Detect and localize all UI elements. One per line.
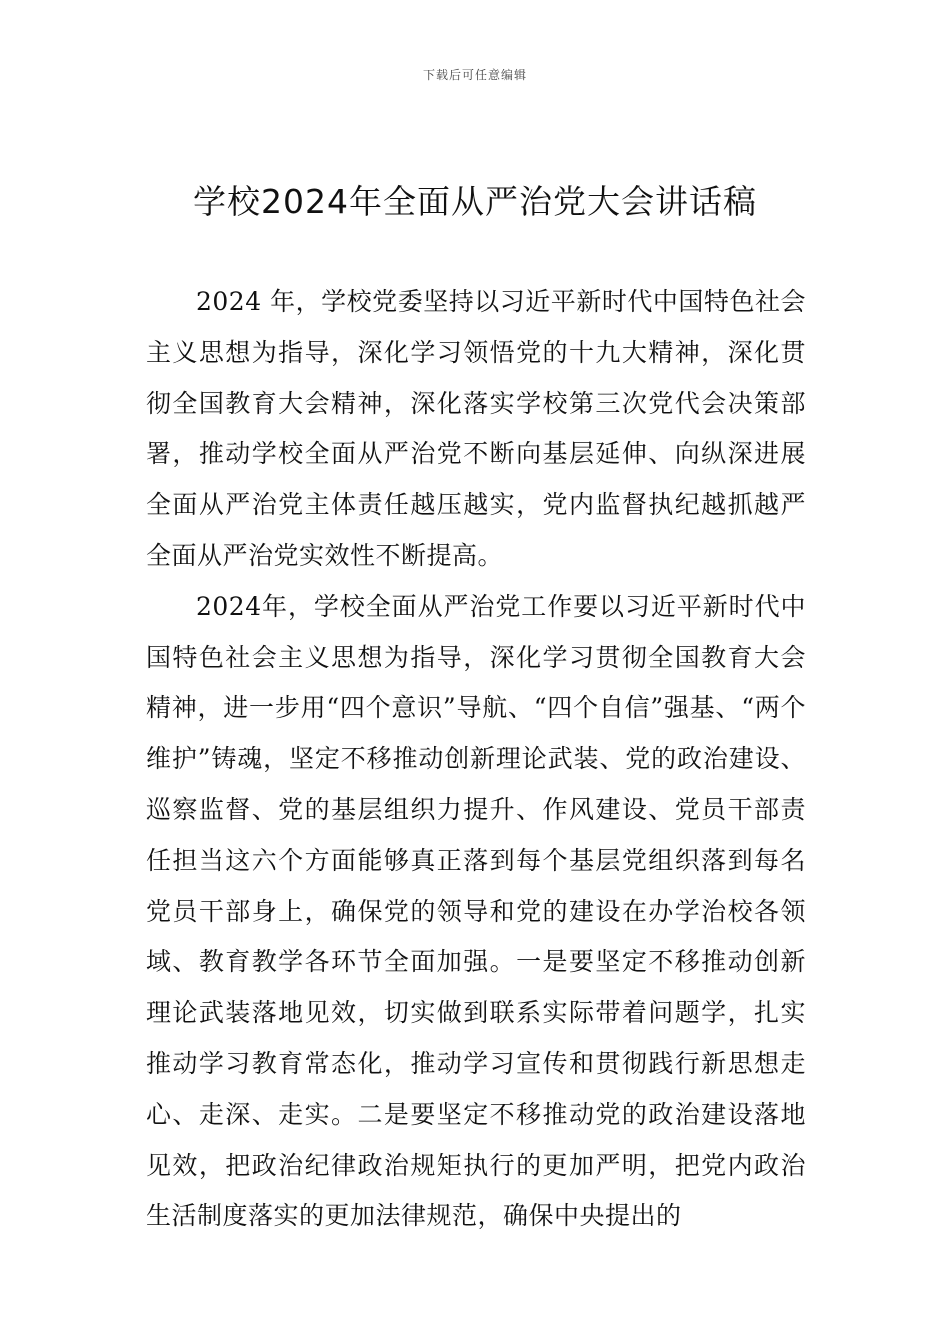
paragraph: 2024 年，学校党委坚持以习近平新时代中国特色社会主义思想为指导，深化学习领悟党的十九大精神，深化贯彻全国教育大会精神，深化落实学校第三次党代会决策部署，推动学校全面从严治党不断向基层延伸、向纵深进展全面从严治党主体责任越压越实，党内监督执纪越抓越严全面从严治党实效性不断提高。 bbox=[146, 287, 806, 570]
paragraph: 2024年，学校全面从严治党工作要以习近平新时代中国特色社会主义思想为指导，深化学习贯彻全国教育大会精神，进一步用“四个意识”导航、“四个自信”强基、“两个维护”铸魂，坚定不移推动创新理论武装、党的政治建设、巡察监督、党的基层组织力提升、作风建设、党员干部责任担当这六个方面能够真正落到每个基层党组织落到每名党员干部身上，确保党的领导和党的建设在办学治校各领域、教育教学各环节全面加强。一是要坚定不移推动创新理论武装落地见效，切实做到联系实际带着问题学，扎实推动学习教育常态化，推动学习宣传和贯彻践行新思想走心、走深、走实。二是要坚定不移推动党的政治建设落地见效，把政治纪律政治规矩执行的更加严明，把党内政治生活制度落实的更加法律规范，确保中央提出的 bbox=[146, 591, 806, 1231]
header-note: 下载后可任意编辑 bbox=[422, 68, 527, 82]
document-body bbox=[146, 277, 806, 1242]
document-title: 学校2024年全面从严治党大会讲话稿 bbox=[193, 182, 757, 221]
